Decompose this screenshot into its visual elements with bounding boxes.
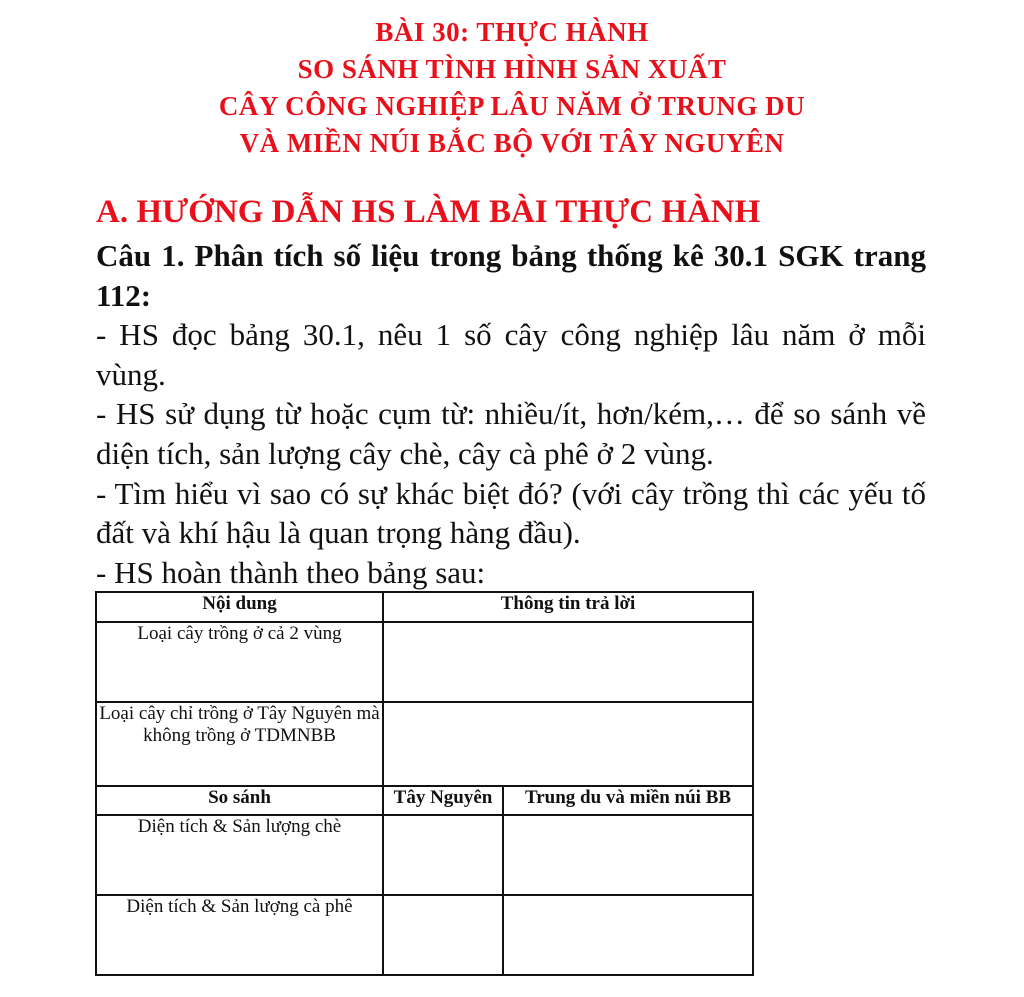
- section-heading: A. HƯỚNG DẪN HS LÀM BÀI THỰC HÀNH: [96, 194, 761, 230]
- col-tdmnbb: Trung du và miền núi BB: [503, 786, 753, 815]
- answer-cell[interactable]: [383, 622, 753, 702]
- table-row: [96, 592, 753, 622]
- answer-cell[interactable]: [383, 815, 503, 895]
- lesson-title: [0, 14, 1024, 162]
- title-line-2: SO SÁNH TÌNH HÌNH SẢN XUẤT: [297, 54, 727, 84]
- row-label-tay-nguyen-only: Loại cây chỉ trồng ở Tây Nguyên mà không trồng ở TDMNBB: [96, 702, 383, 786]
- answer-cell[interactable]: [383, 702, 753, 786]
- col-tay-nguyen: Tây Nguyên: [383, 786, 503, 815]
- title-line-1: BÀI 30: THỰC HÀNH: [375, 17, 649, 47]
- header-answer: Thông tin trả lời: [383, 592, 753, 622]
- answer-cell[interactable]: [503, 815, 753, 895]
- row-label-both-regions: Loại cây trồng ở cả 2 vùng: [96, 622, 383, 702]
- bullet-3: - Tìm hiểu vì sao có sự khác biệt đó? (với cây trồng thì các yếu tố đất và khí hậu là quan trọng hàng đầu).: [96, 475, 926, 551]
- table-row: [96, 815, 753, 895]
- row-label-coffee: Diện tích & Sản lượng cà phê: [96, 895, 383, 975]
- header-content: Nội dung: [96, 592, 383, 622]
- table-row: [96, 786, 753, 815]
- answer-cell[interactable]: [383, 895, 503, 975]
- bullet-1: - HS đọc bảng 30.1, nêu 1 số cây công nghiệp lâu năm ở mỗi vùng.: [96, 317, 926, 392]
- title-line-3: CÂY CÔNG NGHIỆP LÂU NĂM Ở TRUNG DU: [218, 91, 806, 121]
- answer-table: [95, 591, 754, 976]
- bullet-4: - HS hoàn thành theo bảng sau:: [96, 554, 486, 590]
- table-row: [96, 622, 753, 702]
- compare-label: So sánh: [96, 786, 383, 815]
- title-line-4: VÀ MIỀN NÚI BẮC BỘ VỚI TÂY NGUYÊN: [239, 128, 785, 158]
- table-row: [96, 895, 753, 975]
- table-row: [96, 702, 753, 786]
- question-text: Câu 1. Phân tích số liệu trong bảng thống kê 30.1 SGK trang 112:: [96, 238, 926, 313]
- bullet-2: - HS sử dụng từ hoặc cụm từ: nhiều/ít, hơn/kém,… để so sánh về diện tích, sản lượng cây chè, cây cà phê ở 2 vùng.: [96, 396, 926, 471]
- instructions: [96, 236, 926, 592]
- row-label-tea: Diện tích & Sản lượng chè: [96, 815, 383, 895]
- answer-cell[interactable]: [503, 895, 753, 975]
